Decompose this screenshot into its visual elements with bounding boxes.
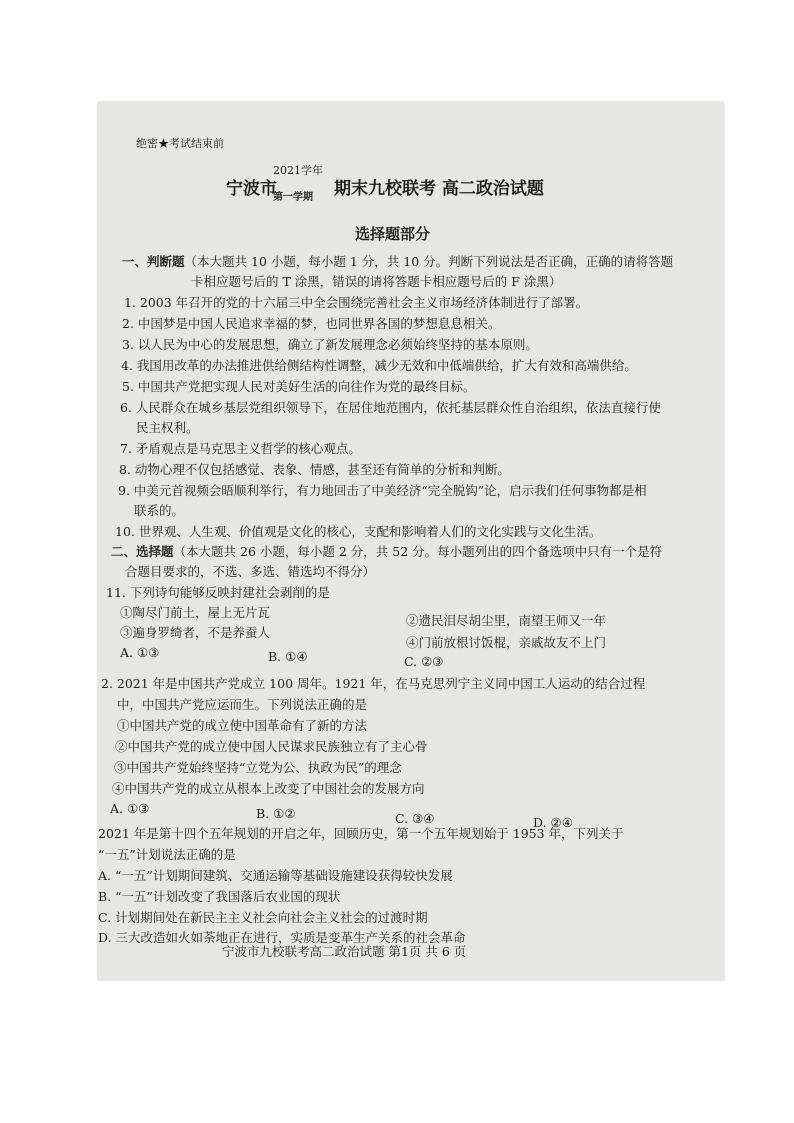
question-11-stem: 11. 下列诗句能够反映封建社会剥削的是 [106,585,330,600]
question-5: 5. 中国共产党把实现人民对美好生活的向往作为党的最终目标。 [122,379,476,394]
title-term: 第一学期 [273,192,313,203]
question-8: 8. 动物心理不仅包括感觉、表象、情感，甚至还有简单的分析和判断。 [119,462,510,477]
question-11-option-c: C. ②③ [404,654,444,669]
question-9-line2: 联系的。 [134,503,185,518]
question-13-option-d: D. 三大改造如火如荼地正在进行，实质是变革生产关系的社会革命 [98,930,466,945]
part1-intro-line2: 卡相应题号后的 T 涂黑，错误的请将答题卡相应题号后的 F 涂黑） [191,274,562,289]
question-12-option-b: B. ①② [256,806,296,821]
page-footer: 宁波市九校联考高二政治试题 第1页 共 6 页 [222,944,467,959]
part2-heading: 二、选择题 [111,544,174,559]
question-1: 1. 2003 年召开的党的十六届三中全会围绕完善社会主义市场经济体制进行了部署。 [124,295,589,310]
question-7: 7. 矛盾观点是马克思主义哲学的核心观点。 [120,441,361,456]
question-13-stem-line1: 2021 年是第十四个五年规划的开启之年，回顾历史，第一个五年规划始于 1953 年，下列关于 [98,826,624,841]
question-6-line1: 6. 人民群众在城乡基层党组织领导下，在居住地范围内，依托基层群众性自治组织，依法直接行使 [120,400,661,415]
section-title: 选择题部分 [355,225,431,243]
question-6-line2: 民主权利。 [136,420,199,435]
title-rest: 期末九校联考 高二政治试题 [334,179,544,199]
question-12-statement-1: ①中国共产党的成立使中国革命有了新的方法 [117,718,368,733]
question-13-option-b: B. “一五”计划改变了我国落后农业国的现状 [98,889,341,904]
question-12-statement-3: ③中国共产党始终坚持“立党为公、执政为民”的理念 [114,760,402,775]
question-12-stem-line1: 2. 2021 年是中国共产党成立 100 周年。1921 年，在马克思列宁主义同中国工人运动的结合过程 [101,676,646,691]
part1-heading: 一、判断题 [122,254,185,269]
part2-intro-text: （本大题共 26 小题，每小题 2 分，共 52 分。每小题列出的四个备选项中只有一个是符 [173,544,663,559]
part2-intro-line1 [111,544,662,560]
question-12-option-a: A. ①③ [110,801,150,816]
question-12-option-c: C. ③④ [395,811,435,826]
exam-paper [98,102,724,980]
question-11-option-a: A. ①③ [120,645,160,660]
part1-intro-line1 [122,254,673,270]
question-11-statement-2: ②遗民泪尽胡尘里，南望王师又一年 [406,613,607,628]
question-9-line1: 9. 中美元首视频会晤顺利举行，有力地回击了中美经济“完全脱钩”论，启示我们任何事物都是相 [118,483,647,498]
question-2: 2. 中国梦是中国人民追求幸福的梦，也同世界各国的梦想息息相关。 [122,316,501,331]
part1-intro-text: （本大题共 10 小题，每小题 1 分，共 10 分。判断下列说法是否正确，正确的请将答题 [184,254,674,269]
question-12-stem-line2: 中，中国共产党应运而生。下列说法正确的是 [117,697,368,712]
question-12-option-d: D. ②④ [533,815,573,830]
title-city: 宁波市 [226,179,277,199]
confidential-label: 绝密★考试结束前 [136,137,224,150]
question-12-statement-4: ④中国共产党的成立从根本上改变了中国社会的发展方向 [112,781,425,796]
question-10: 10. 世界观、人生观、价值观是文化的核心，支配和影响着人们的文化实践与文化生活。 [115,524,602,539]
part2-intro-line2: 合题目要求的，不选、多选、错选均不得分） [125,564,376,579]
question-4: 4. 我国用改革的办法推进供给侧结构性调整，减少无效和中低端供给，扩大有效和高端供给。 [121,358,637,373]
question-11-statement-3: ③遍身罗绮者，不是养蚕人 [120,625,271,640]
question-13-option-a: A. “一五”计划期间建筑、交通运输等基础设施建设获得较快发展 [98,868,453,883]
title-year: 2021学年 [273,164,323,177]
question-12-statement-2: ②中国共产党的成立使中国人民谋求民族独立有了主心骨 [115,739,428,754]
question-3: 3. 以人民为中心的发展思想，确立了新发展理念必须始终坚持的基本原则。 [122,337,538,352]
question-11-statement-1: ①陶尽门前土，屋上无片瓦 [120,605,271,620]
question-13-option-c: C. 计划期间处在新民主主义社会向社会主义社会的过渡时期 [98,910,428,925]
question-11-statement-4: ④门前放根讨饭棍，亲戚故友不上门 [406,635,607,650]
question-11-option-b: B. ①④ [268,649,308,664]
question-13-stem-line2: “一五”计划说法正确的是 [98,847,236,862]
